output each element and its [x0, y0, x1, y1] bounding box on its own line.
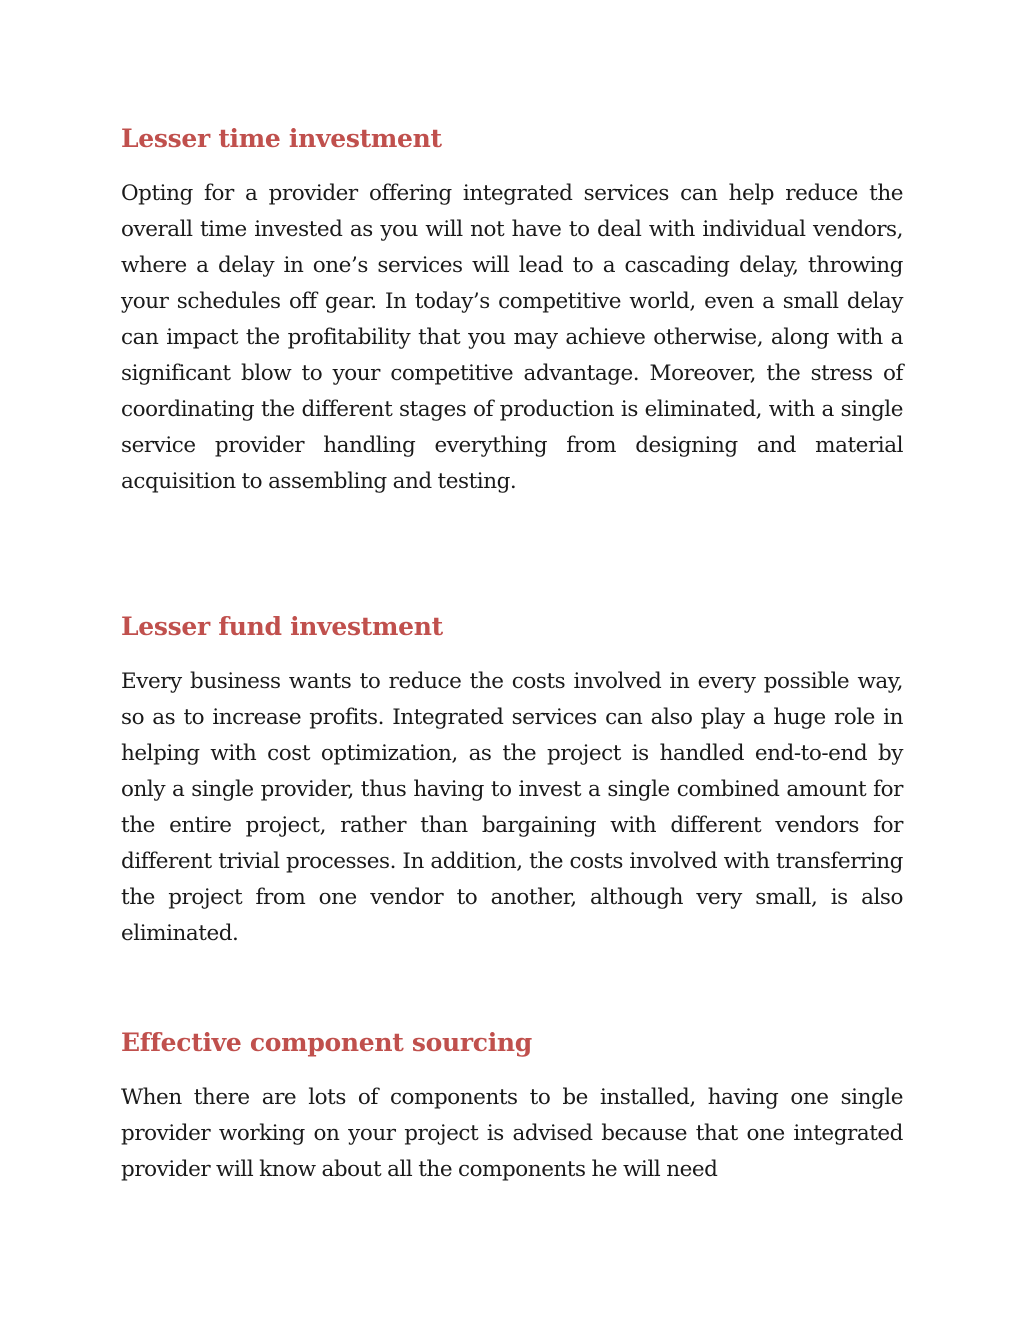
section-heading-lesser-time-investment: Lesser time investment: [121, 124, 442, 153]
section-heading-lesser-fund-investment: Lesser fund investment: [121, 612, 443, 641]
section-body-effective-component-sourcing: When there are lots of components to be installed, having one single provider working on your project is advised because that one integrated provider will know about all the components he will need: [121, 1085, 903, 1182]
section-heading-effective-component-sourcing: Effective component sourcing: [121, 1028, 532, 1057]
section-body-lesser-time-investment: Opting for a provider offering integrated services can help reduce the overall time invested as you will not have to deal with individual vendors, where a delay in one’s services will lead to a cascading delay, throwing your schedules off gear. In today’s competitive world, even a small delay can impact the profitability that you may achieve otherwise, along with a significant blow to your competitive advantage. Moreover, the stress of coordinating the different stages of production is eliminated, with a single service provider handling everything from designing and material acquisition to assembling and testing.: [121, 181, 903, 494]
section-body-lesser-fund-investment: Every business wants to reduce the costs involved in every possible way, so as to increase profits. Integrated services can also play a huge role in helping with cost optimization, as the project is handled end-to-end by only a single provider, thus having to invest a single combined amount for the entire project, rather than bargaining with different vendors for different trivial processes. In addition, the costs involved with transferring the project from one vendor to another, although very small, is also eliminated.: [121, 669, 903, 946]
